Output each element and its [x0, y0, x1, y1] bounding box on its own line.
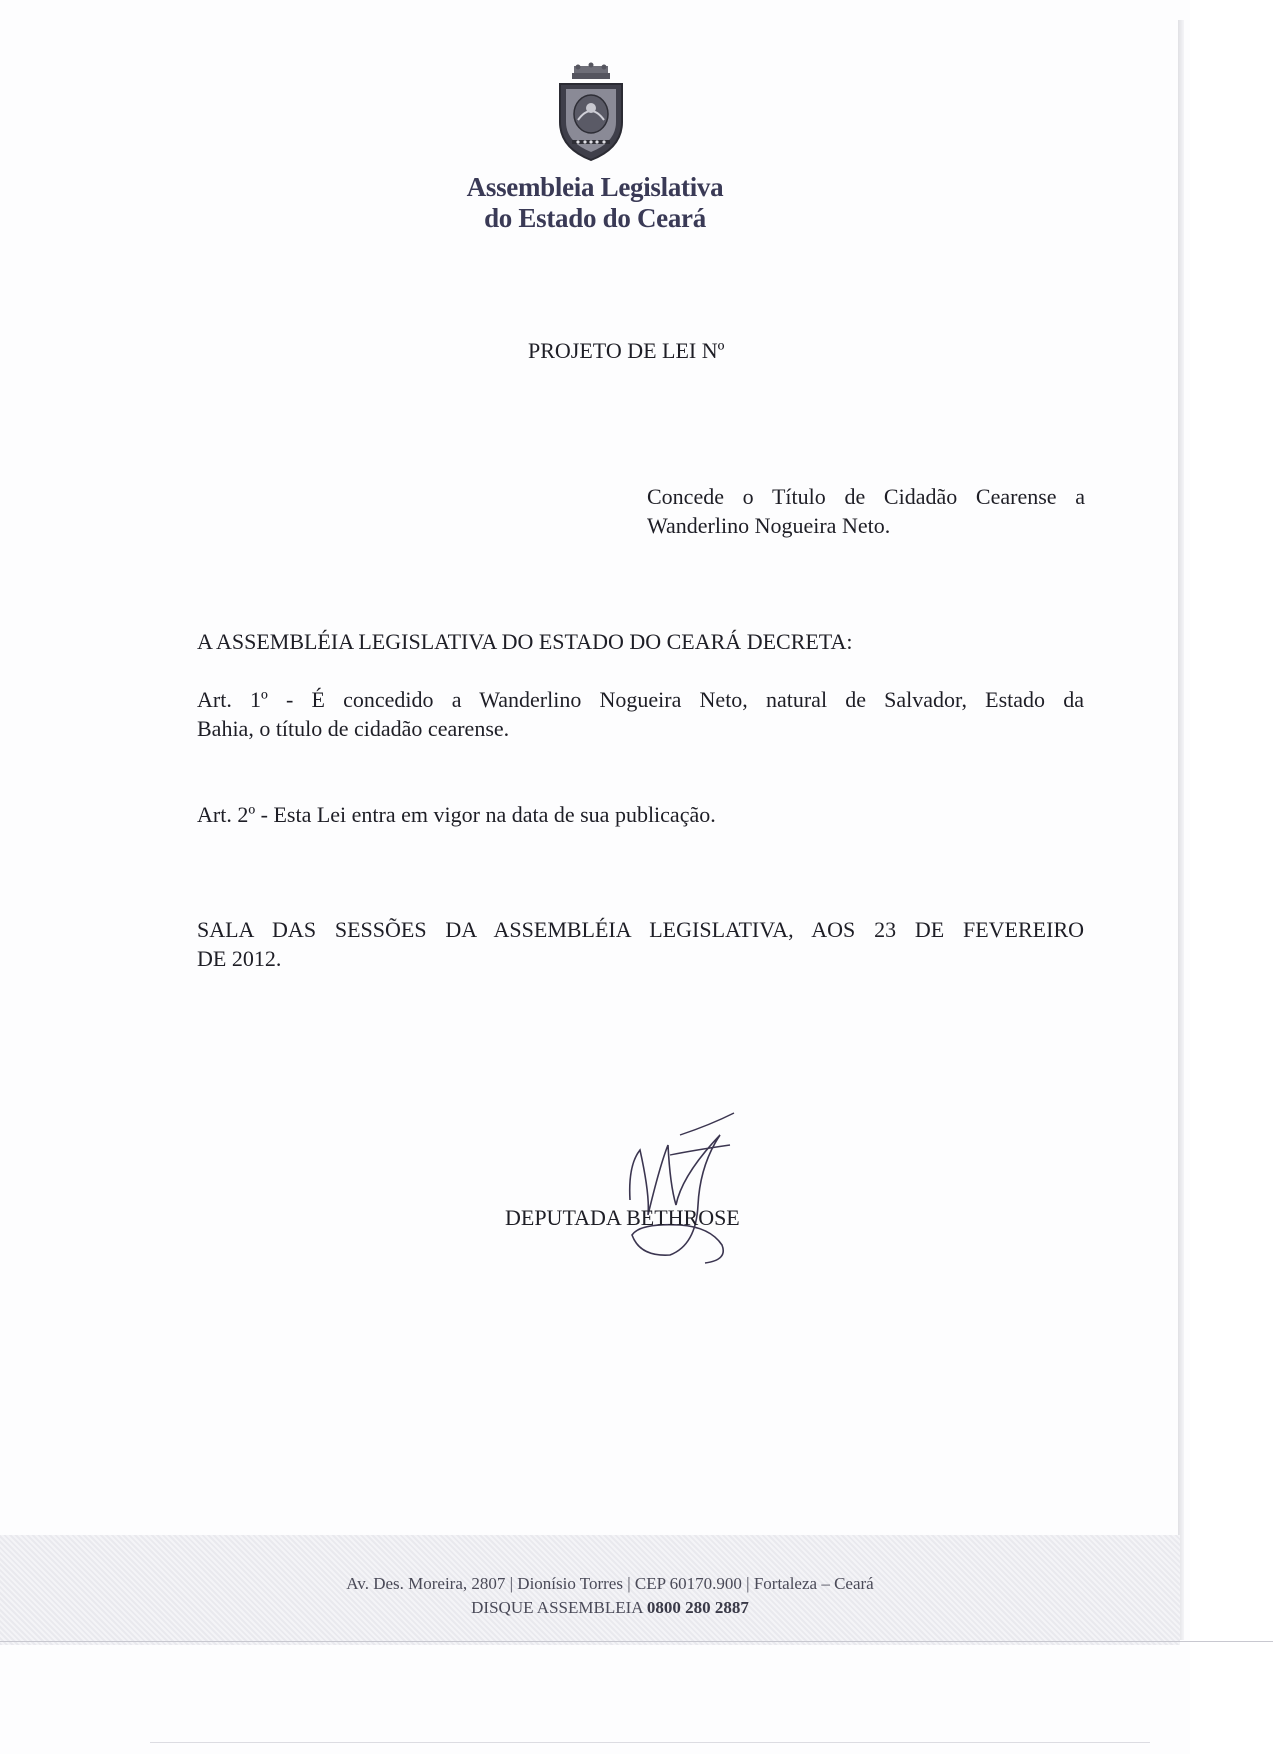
footer-phone-number: 0800 280 2887 [646, 1598, 749, 1617]
article-1-line2: Bahia, o título de cidadão cearense. [197, 716, 510, 741]
bill-title: PROJETO DE LEI Nº [528, 338, 725, 363]
session-dateline-line1: SALA DAS SESSÕES DA ASSEMBLÉIA LEGISLATIVA, AOS 23 DE FEVEREIRO [197, 917, 1084, 942]
organization-name-line2: do Estado do Ceará [484, 203, 706, 233]
decree-statement: A ASSEMBLÉIA LEGISLATIVA DO ESTADO DO CEARÁ DECRETA: [197, 629, 853, 654]
footer-phone [200, 1598, 1020, 1618]
bill-summary-line1: Concede o Título de Cidadão Cearense a [647, 484, 1085, 509]
signatory-name: DEPUTADA BETHROSE [505, 1205, 740, 1230]
footer-phone-label: DISQUE ASSEMBLEIA [471, 1598, 643, 1617]
organization-name [380, 172, 810, 234]
footer-address: Av. Des. Moreira, 2807 | Dionísio Torres | CEP 60170.900 | Fortaleza – Ceará [346, 1574, 874, 1593]
article-2: Art. 2º - Esta Lei entra em vigor na data de sua publicação. [197, 802, 716, 827]
session-dateline-line2: DE 2012. [197, 946, 282, 971]
page-bottom-rule [0, 1641, 1273, 1642]
session-dateline [197, 915, 1084, 973]
bill-summary-line2: Wanderlino Nogueira Neto. [647, 513, 891, 538]
scan-margin [1190, 0, 1273, 1754]
handwritten-signature [610, 1105, 750, 1275]
article-1 [197, 685, 1084, 743]
organization-name-line1: Assembleia Legislativa [466, 172, 724, 202]
bill-summary [647, 482, 1085, 540]
article-1-line1: Art. 1º - É concedido a Wanderlino Nogueira Neto, natural de Salvador, Estado da [197, 687, 1084, 712]
state-coat-of-arms-icon [552, 62, 630, 162]
page-bottom-rule-lower [150, 1742, 1150, 1743]
scan-edge [1178, 20, 1184, 1640]
